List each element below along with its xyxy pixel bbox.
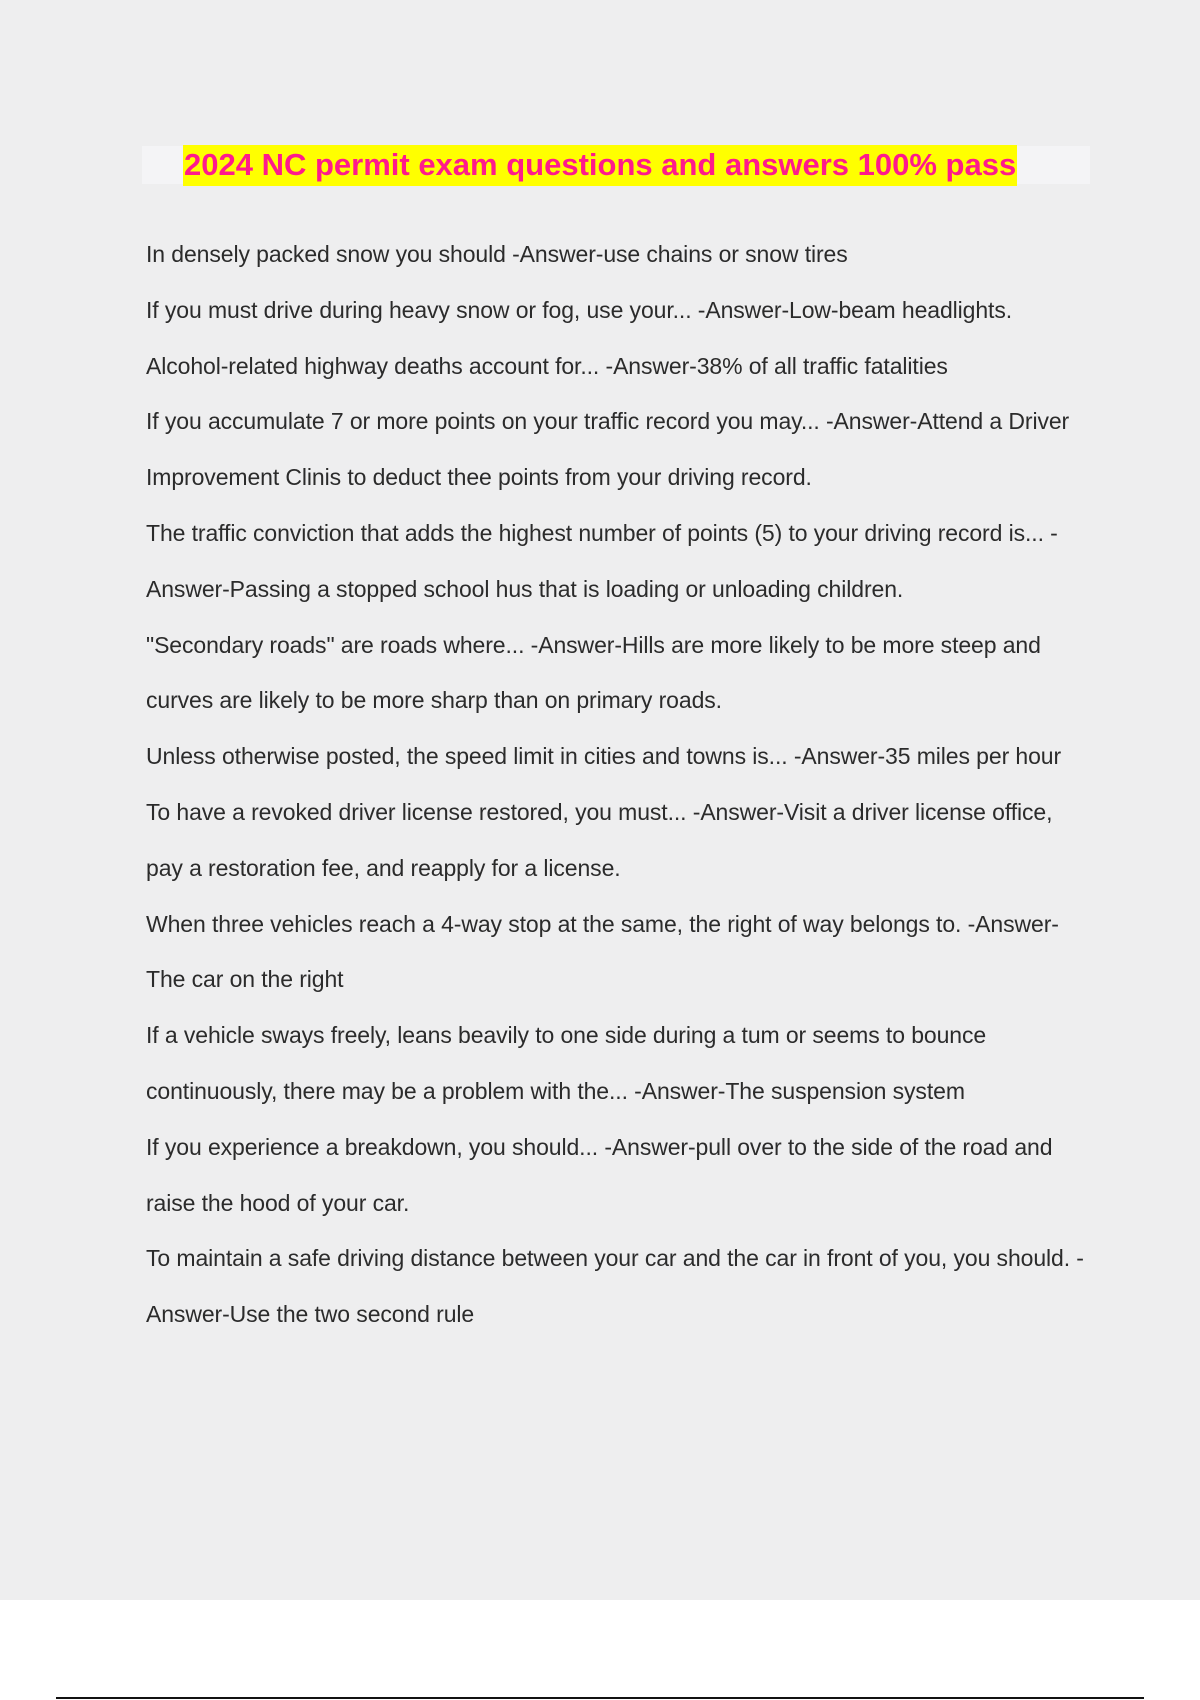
qa-item-1: In densely packed snow you should -Answer-use chains or snow tires <box>146 241 848 267</box>
document-title: 2024 NC permit exam questions and answers 100% pass <box>183 145 1017 186</box>
qa-list <box>146 227 1086 1343</box>
qa-item-6: "Secondary roads" are roads where... -Answer-Hills are more likely to be more steep and curves are likely to be more sharp than on primary roads. <box>146 631 1041 714</box>
qa-item-11: If you experience a breakdown, you should... -Answer-pull over to the side of the road and raise the hood of your car. <box>146 1133 1053 1216</box>
qa-item-7: Unless otherwise posted, the speed limit in cities and towns is... -Answer-35 miles per hour <box>146 743 1062 770</box>
qa-item-8: To have a revoked driver license restored, you must... -Answer-Visit a driver license office, pay a restoration fee, and reapply for a license. <box>146 798 1053 881</box>
qa-item-9: When three vehicles reach a 4-way stop at the same, the right of way belongs to. -Answer-The car on the right <box>146 910 1059 993</box>
footer-divider <box>56 1697 1144 1699</box>
qa-item-3: Alcohol-related highway deaths account for... -Answer-38% of all traffic fatalities <box>146 352 948 379</box>
qa-item-10: If a vehicle sways freely, leans beavily to one side during a tum or seems to bounce continuously, there may be a problem with the... -Answer-The suspension system <box>146 1022 987 1104</box>
qa-item-5: The traffic conviction that adds the highest number of points (5) to your driving record is... -Answer-Passing a stopped school hus that is loading or unloading children. <box>146 519 1058 602</box>
qa-item-2: If you must drive during heavy snow or fog, use your... -Answer-Low-beam headlights. <box>146 296 1013 323</box>
qa-item-12: To maintain a safe driving distance between your car and the car in front of you, you should. -Answer-Use the two second rule <box>146 1245 1084 1328</box>
qa-item-4: If you accumulate 7 or more points on your traffic record you may... -Answer-Attend a Driver Improvement Clinis to deduct thee points from your driving record. <box>146 408 1070 491</box>
